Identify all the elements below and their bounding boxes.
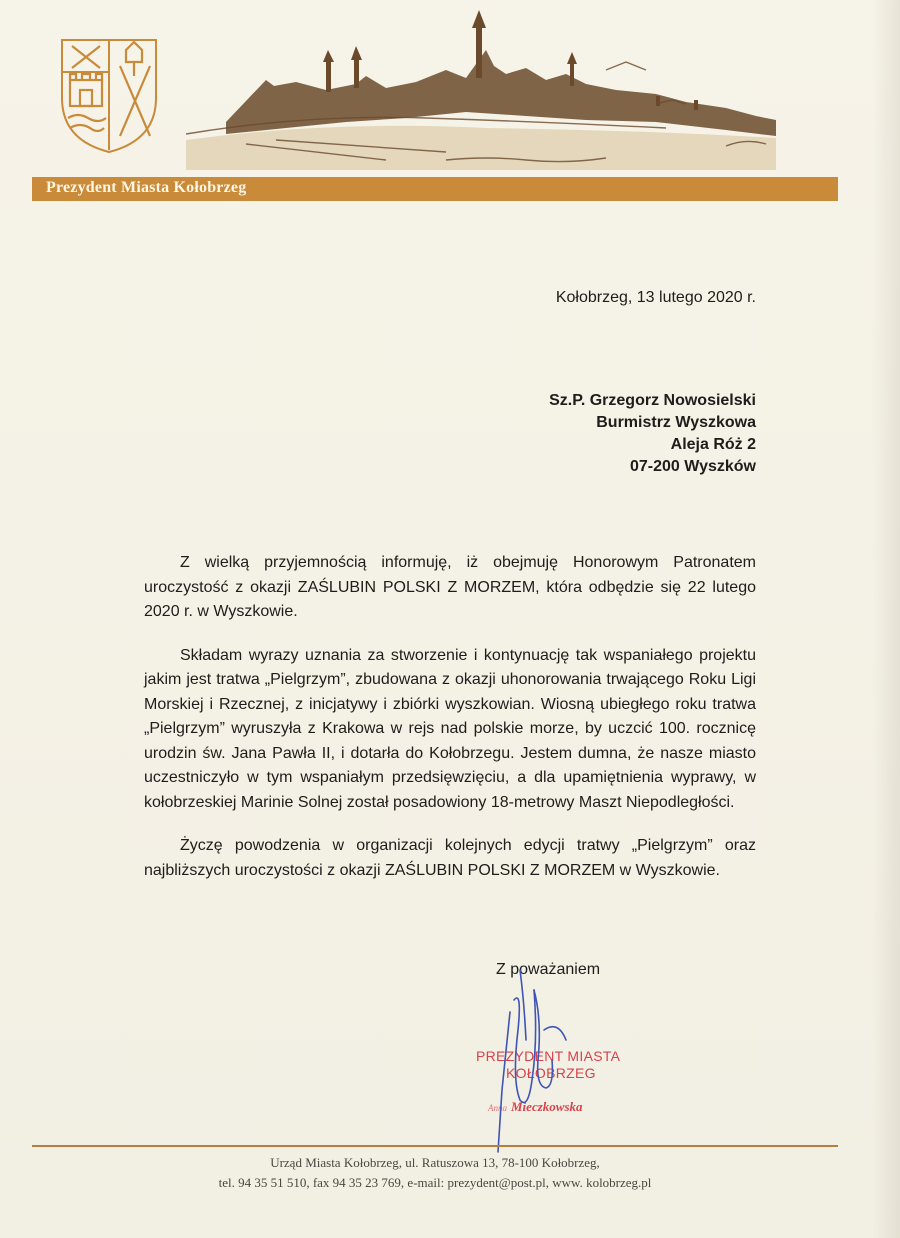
stamp-signatory-first-name: Anna xyxy=(488,1103,507,1113)
addressee-street: Aleja Róż 2 xyxy=(670,436,756,453)
body-paragraph: Życzę powodzenia w organizacji kolejnych edycji tratwy „Pielgrzym” oraz najbliższych uroczystości z okazji ZAŚLUBIN POLSKI Z MORZEM w Wyszkowie. xyxy=(144,837,756,879)
handwritten-signature xyxy=(462,960,662,1160)
footer-divider xyxy=(32,1145,838,1147)
stamp-line-1: PREZYDENT MIASTA xyxy=(476,1048,621,1064)
body-paragraph: Składam wyrazy uznania za stworzenie i kontynuację tak wspaniałego projektu jakim jest tratwa „Pielgrzym”, zbudowana z okazji uhonorowania trwającego Roku Ligi Morskiej i Rzecznej, z inicjatywy i zbiórki wyszkowian. Wiosną ubiegłego roku tratwa „Pielgrzym” wyruszyła z Krakowa w rejs nad polskie morze, by uczcić 100. rocznicę urodzin św. Jana Pawła II, i dotarła do Kołobrzegu. Jestem dumna, że nasze miasto uczestniczyło w tym wspaniałym przedsięwzięciu, a dla upamiętnienia wyprawy, w kołobrzeskiej Marinie Solnej został posadowiony 18-metrowy Maszt Niepodległości. xyxy=(144,646,756,811)
stamp-signatory-surname: Mieczkowska xyxy=(511,1099,583,1114)
addressee-city: 07-200 Wyszków xyxy=(630,458,756,475)
addressee-name: Sz.P. Grzegorz Nowosielski xyxy=(549,392,756,409)
page-edge-shadow xyxy=(872,0,900,1238)
letter-date: Kołobrzeg, 13 lutego 2020 r. xyxy=(555,289,756,306)
letter-footer xyxy=(0,1153,870,1193)
addressee-block xyxy=(549,390,756,478)
letterhead-title: Prezydent Miasta Kołobrzeg xyxy=(46,179,247,196)
addressee-title: Burmistrz Wyszkowa xyxy=(596,414,756,431)
letterhead-banner xyxy=(32,177,838,201)
coat-of-arms-icon xyxy=(58,36,160,156)
stamp-line-2: KOŁOBRZEG xyxy=(506,1065,596,1081)
footer-address: Urząd Miasta Kołobrzeg, ul. Ratuszowa 13, 78-100 Kołobrzeg, xyxy=(270,1155,600,1170)
closing-salutation: Z poważaniem xyxy=(496,961,601,978)
city-panorama-illustration xyxy=(186,10,776,170)
body-paragraph: Z wielką przyjemnością informuję, iż obejmuję Honorowym Patronatem uroczystość z okazji ZAŚLUBIN POLSKI Z MORZEM, która odbędzie się 22 lutego 2020 r. w Wyszkowie. xyxy=(144,554,756,620)
letter-body xyxy=(144,551,756,902)
footer-contact: tel. 94 35 51 510, fax 94 35 23 769, e-mail: prezydent@post.pl, www. kolobrzeg.pl xyxy=(218,1175,652,1190)
